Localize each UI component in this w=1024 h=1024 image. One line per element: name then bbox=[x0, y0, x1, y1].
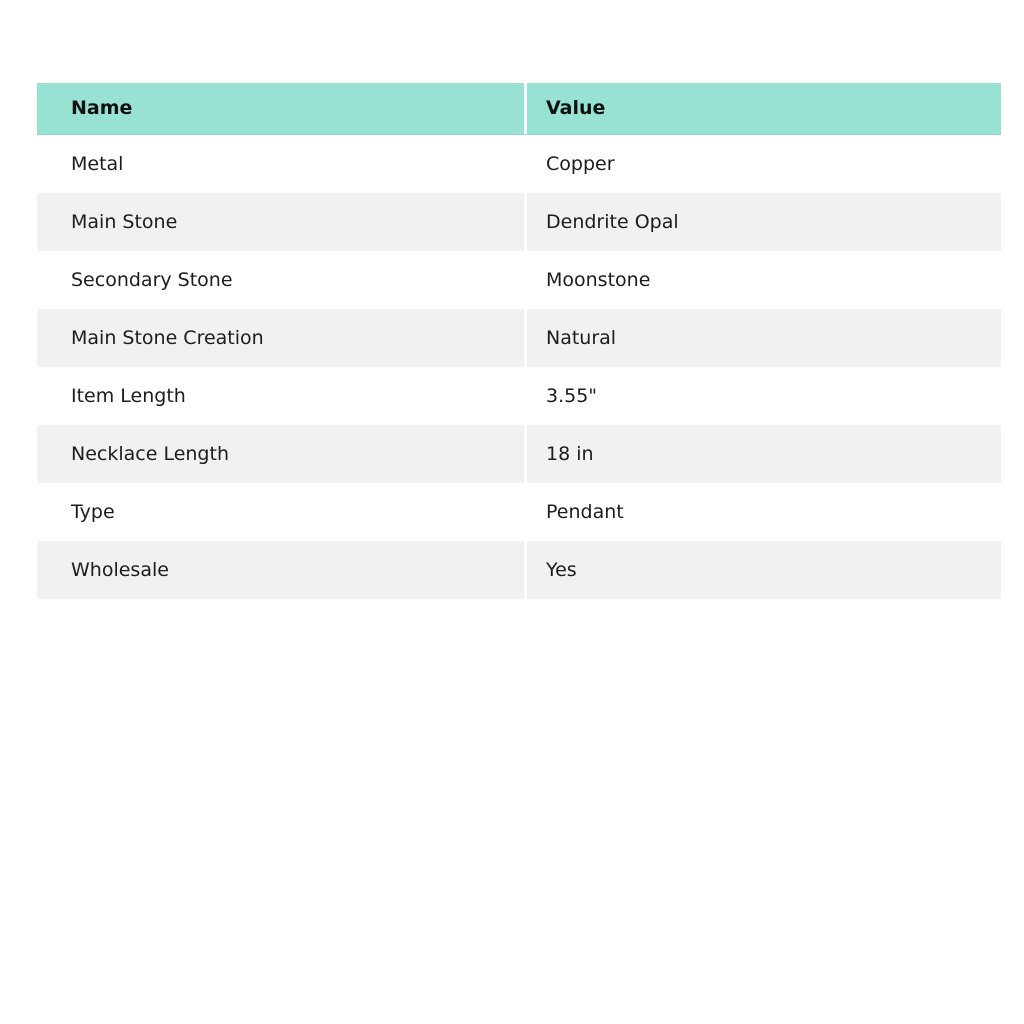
attribute-name-cell: Wholesale bbox=[71, 558, 169, 581]
attribute-name-cell: Item Length bbox=[71, 384, 186, 407]
attribute-value-cell: Pendant bbox=[524, 483, 1001, 541]
table-header-row bbox=[37, 83, 1001, 135]
table-row bbox=[37, 135, 1001, 193]
table-row bbox=[37, 483, 1001, 541]
table-row bbox=[37, 425, 1001, 483]
table-row bbox=[37, 367, 1001, 425]
column-header-value: Value bbox=[524, 83, 1001, 134]
table-row bbox=[37, 309, 1001, 367]
attribute-value-cell: Copper bbox=[524, 135, 1001, 193]
attribute-value-cell: Moonstone bbox=[524, 251, 1001, 309]
attribute-name-cell: Secondary Stone bbox=[71, 268, 233, 291]
product-attributes-table bbox=[37, 83, 1001, 599]
attribute-name-cell: Main Stone bbox=[71, 210, 178, 233]
table-row bbox=[37, 541, 1001, 599]
attribute-name-cell: Metal bbox=[71, 152, 124, 175]
attribute-name-cell: Main Stone Creation bbox=[71, 326, 264, 349]
column-header-name: Name bbox=[71, 97, 133, 119]
attribute-value-cell: 18 in bbox=[524, 425, 1001, 483]
attribute-value-cell: Dendrite Opal bbox=[524, 193, 1001, 251]
attribute-name-cell: Type bbox=[71, 500, 115, 523]
table-row bbox=[37, 251, 1001, 309]
attribute-name-cell: Necklace Length bbox=[71, 442, 229, 465]
attribute-value-cell: Yes bbox=[524, 541, 1001, 599]
table-row bbox=[37, 193, 1001, 251]
attribute-value-cell: 3.55" bbox=[524, 367, 1001, 425]
attribute-value-cell: Natural bbox=[524, 309, 1001, 367]
